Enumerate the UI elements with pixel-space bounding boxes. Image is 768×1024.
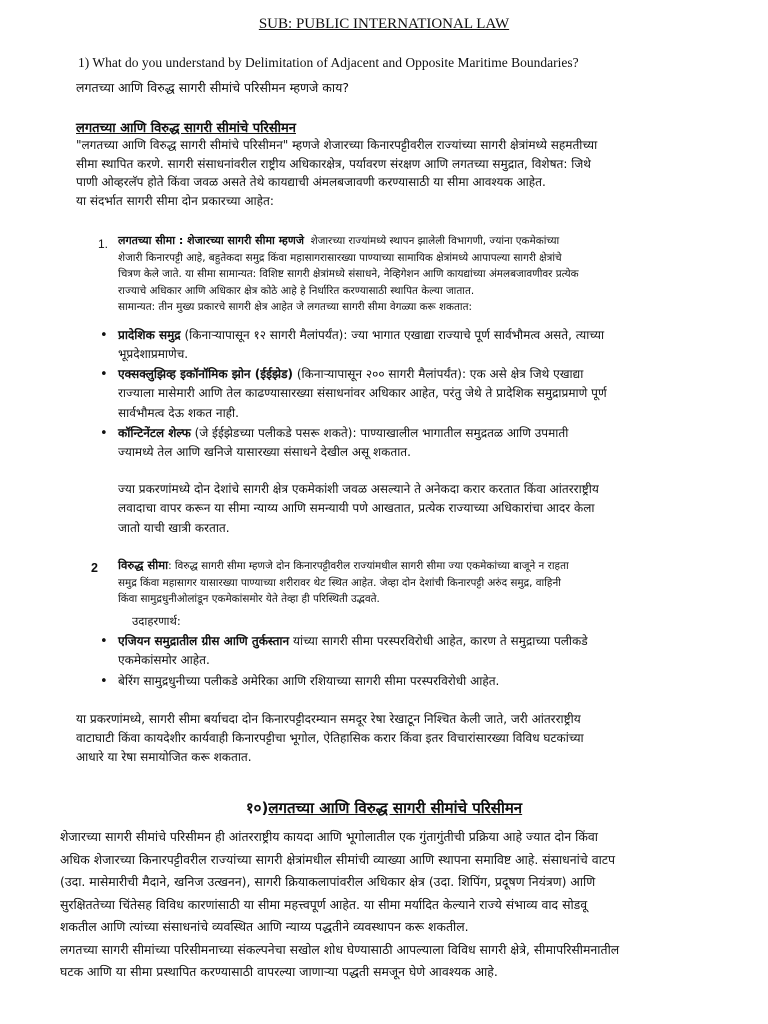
- section-title: लगतच्या आणि विरुद्ध सागरी सीमांचे परिसीमन: [268, 799, 523, 817]
- text-line: सामान्यत: तीन मुख्य प्रकारचे सागरी क्षेत्र आहेत जे लगतच्या सागरी सीमा वेगळ्या करू शकतात:: [118, 301, 473, 314]
- intro-paragraph: [76, 136, 756, 210]
- bullet-text: यांच्या सागरी सीमा परस्परविरोधी आहेत, कारण ते समुद्राच्या पलीकडे: [289, 634, 588, 648]
- opposite-boundaries-item: [118, 557, 758, 608]
- bullet-icon: •: [100, 328, 108, 343]
- text-line: वाटाघाटी किंवा कायदेशीर कार्यवाही किनारपट्टीचा भूगोल, ऐतिहासिक करार किंवा इतर विचारांसारख्या विविध घटकांच्या: [76, 731, 584, 745]
- text-line: या प्रकरणांमध्ये, सागरी सीमा बर्याचदा दोन किनारपट्टीदरम्यान समदूर रेषा रेखाटून निश्चित केली जाते, जरी आंतरराष्ट्रीय: [76, 712, 581, 726]
- text-line: राज्याचे अधिकार आणि अधिकार क्षेत्र कोठे आहे हे निर्धारित करण्यासाठी स्थापित केल्या जातात.: [118, 284, 475, 297]
- final-paragraph: [60, 826, 760, 984]
- question-marathi: लगतच्या आणि विरुद्ध सागरी सीमांचे परिसीमन म्हणजे काय?: [76, 80, 349, 95]
- list-item: [100, 672, 760, 691]
- bullet-term: कॉन्टिनेंटल शेल्फ: [118, 426, 191, 440]
- section-number: १०): [245, 799, 269, 817]
- bullet-text: बेरिंग सामुद्रधुनीच्या पलीकडे अमेरिका आणि रशियाच्या सागरी सीमा परस्परविरोधी आहेत.: [118, 674, 500, 688]
- text-line: (उदा. मासेमारीची मैदाने, खनिज उत्खनन), सागरी क्रियाकलापांवरील अधिकार क्षेत्र (उदा. शिपिंग, प्रदूषण नियंत्रण) आणि: [60, 874, 596, 889]
- section-heading-2: [0, 798, 768, 818]
- bullet-text: (किनाऱ्यापासून १२ सागरी मैलांपर्यंत): ज्या भागात एखाद्या राज्याचे पूर्ण सार्वभौमत्व असते, त्याच्या: [180, 328, 605, 342]
- agreement-paragraph: [118, 480, 758, 538]
- text-line: ज्या प्रकरणांमध्ये दोन देशांचे सागरी क्षेत्र एकमेकांशी जवळ असल्याने ते अनेकदा करार करतात किंवा आंतरराष्ट्रीय: [118, 482, 599, 496]
- item-term: विरुद्ध सीमा: [118, 558, 169, 572]
- bullet-text: (किनाऱ्यापासून २०० सागरी मैलांपर्यंत): एक असे क्षेत्र जिथे एखाद्या: [293, 367, 584, 381]
- item-term: लगतच्या सीमा : शेजारच्या सागरी सीमा म्हणजे: [118, 234, 304, 247]
- list-number: 2: [91, 561, 98, 575]
- bullet-term: प्रादेशिक समुद्र: [118, 328, 181, 342]
- text-line: राज्याला मासेमारी आणि तेल काढण्यासारख्या संसाधनांवर अधिकार आहेत, परंतु जेथे ते प्रादेशिक समुद्राप्रमाणे पूर्ण: [118, 386, 607, 401]
- text-line: शकतील आणि त्यांच्या संसाधनांचे व्यवस्थित आणि न्याय्य पद्धतीने व्यवस्थापन करू शकतील.: [60, 919, 469, 934]
- conclusion-paragraph: [76, 710, 756, 767]
- text-line: पाणी ओव्हरलॅप होते किंवा जवळ असते तेथे कायद्याची अंमलबजावणी करण्यासाठी या सीमा आवश्यक आहेत.: [76, 175, 546, 189]
- text-line: शेजारच्या सागरी सीमांचे परिसीमन ही आंतरराष्ट्रीय कायदा आणि भूगोलातील एक गुंतागुंतीची प्रक्रिया आहे ज्यात दोन किंवा: [60, 829, 598, 844]
- text-line: घटक आणि या सीमा प्रस्थापित करण्यासाठी वापरल्या जाणाऱ्या पद्धती समजून घेणे आवश्यक आहे.: [60, 964, 498, 979]
- bullet-term: एजियन समुद्रातील ग्रीस आणि तुर्कस्तान: [118, 634, 290, 648]
- text-line: सुरक्षिततेच्या चिंतेसह विविध कारणांसाठी या सीमा महत्त्वपूर्ण आहेत. या सीमा मर्यादित केल्याने राज्ये संभाव्य वाद सोडवू: [60, 896, 588, 912]
- section-heading: लगतच्या आणि विरुद्ध सागरी सीमांचे परिसीमन: [76, 121, 296, 136]
- list-item: [100, 365, 760, 423]
- list-item: [100, 424, 760, 463]
- item-text: शेजारच्या राज्यांमध्ये स्थापन झालेली विभागणी, ज्यांना एकमेकांच्या: [310, 235, 560, 247]
- text-line: शेजारी किनारपट्टी आहे, बहुतेकदा समुद्र किंवा महासागरासारख्या पाण्याच्या सामायिक क्षेत्रांमध्ये आपापल्या सागरी क्षेत्रांचे: [118, 251, 562, 264]
- text-line: ज्यामध्ये तेल आणि खनिजे यासारख्या संसाधने देखील असू शकतात.: [118, 445, 411, 460]
- text-line: सीमा स्थापित करणे. सागरी संसाधनांवरील राष्ट्रीय अधिकारक्षेत्र, पर्यावरण संरक्षण आणि लगतच्या समुद्रात, विशेषत: जिथे: [76, 156, 591, 171]
- item-text: : विरुद्ध सागरी सीमा म्हणजे दोन किनारपट्टीवरील राज्यांमधील सागरी सीमा ज्या एकमेकांच्या बाजूने न राहता: [168, 560, 569, 572]
- text-line: "लगतच्या आणि विरुद्ध सागरी सीमांचे परिसीमन" म्हणजे शेजारच्या किनारपट्टीवरील राज्यांच्या सागरी क्षेत्रांमध्ये सहमतीच्या: [76, 138, 598, 152]
- text-line: एकमेकांसमोर आहेत.: [118, 653, 210, 668]
- bullet-text: (जे ईईझेडच्या पलीकडे पसरू शकते): पाण्याखालील भागातील समुद्रतळ आणि उपमाती: [190, 426, 569, 440]
- text-line: या संदर्भात सागरी सीमा दोन प्रकारच्या आहेत:: [76, 193, 274, 208]
- text-line: अधिक शेजारच्या किनारपट्टीवरील राज्यांच्या सागरी क्षेत्रांमधील सीमांची व्याख्या आणि स्थापना समाविष्ट आहे. संसाधनांचे वाटप: [60, 851, 616, 867]
- text-line: सार्वभौमत्व देऊ शकत नाही.: [118, 405, 239, 420]
- list-item: [100, 632, 760, 671]
- bullet-icon: •: [100, 634, 108, 649]
- example-label: उदाहरणार्थ:: [132, 614, 181, 628]
- list-number: 1.: [98, 237, 109, 251]
- adjacent-boundaries-item: [118, 233, 748, 316]
- bullet-icon: •: [100, 367, 108, 382]
- text-line: किंवा सामुद्रधुनीओलांडून एकमेकांसमोर येते तेव्हा ही परिस्थिती उद्भवते.: [118, 593, 380, 606]
- text-line: समुद्र किंवा महासागर यासारख्या पाण्याच्या शरीरावर थेट स्थित आहेत. जेव्हा दोन देशांची किनारपट्टी अरुंद समुद्र, वाहिनी: [118, 576, 561, 589]
- text-line: भूप्रदेशाप्रमाणेच.: [118, 347, 189, 362]
- bullet-icon: •: [100, 674, 108, 689]
- bullet-term: एक्सक्लुझिव्ह इकॉनॉमिक झोन (ईईझेड): [118, 367, 294, 381]
- text-line: [118, 557, 758, 575]
- text-line: जातो याची खात्री करतात.: [118, 520, 230, 535]
- text-line: लवादाचा वापर करून या सीमा न्याय्य आणि समन्यायी पणे आखतात, प्रत्येक राज्याच्या अधिकारांचा आदर केला: [118, 501, 595, 516]
- bullet-icon: •: [100, 426, 108, 441]
- text-line: आधारे या रेषा समायोजित करू शकतात.: [76, 750, 252, 764]
- text-line: [118, 233, 748, 250]
- page-title: SUB: PUBLIC INTERNATIONAL LAW: [258, 16, 510, 32]
- text-line: चित्रण केले जाते. या सीमा सामान्यत: विशिष्ट सागरी क्षेत्रांमध्ये संसाधने, नेव्हिगेशन आणि कायद्यांच्या अंमलबजावणीवर प्रत्येक: [118, 268, 579, 281]
- text-line: लगतच्या सागरी सीमांच्या परिसीमनाच्या संकल्पनेचा सखोल शोध घेण्यासाठी आपल्याला विविध सागरी क्षेत्रे, सीमापरिसीमनातील: [60, 941, 620, 957]
- question-english: 1) What do you understand by Delimitation of Adjacent and Opposite Maritime Boundaries?: [78, 55, 579, 70]
- list-item: [100, 326, 760, 365]
